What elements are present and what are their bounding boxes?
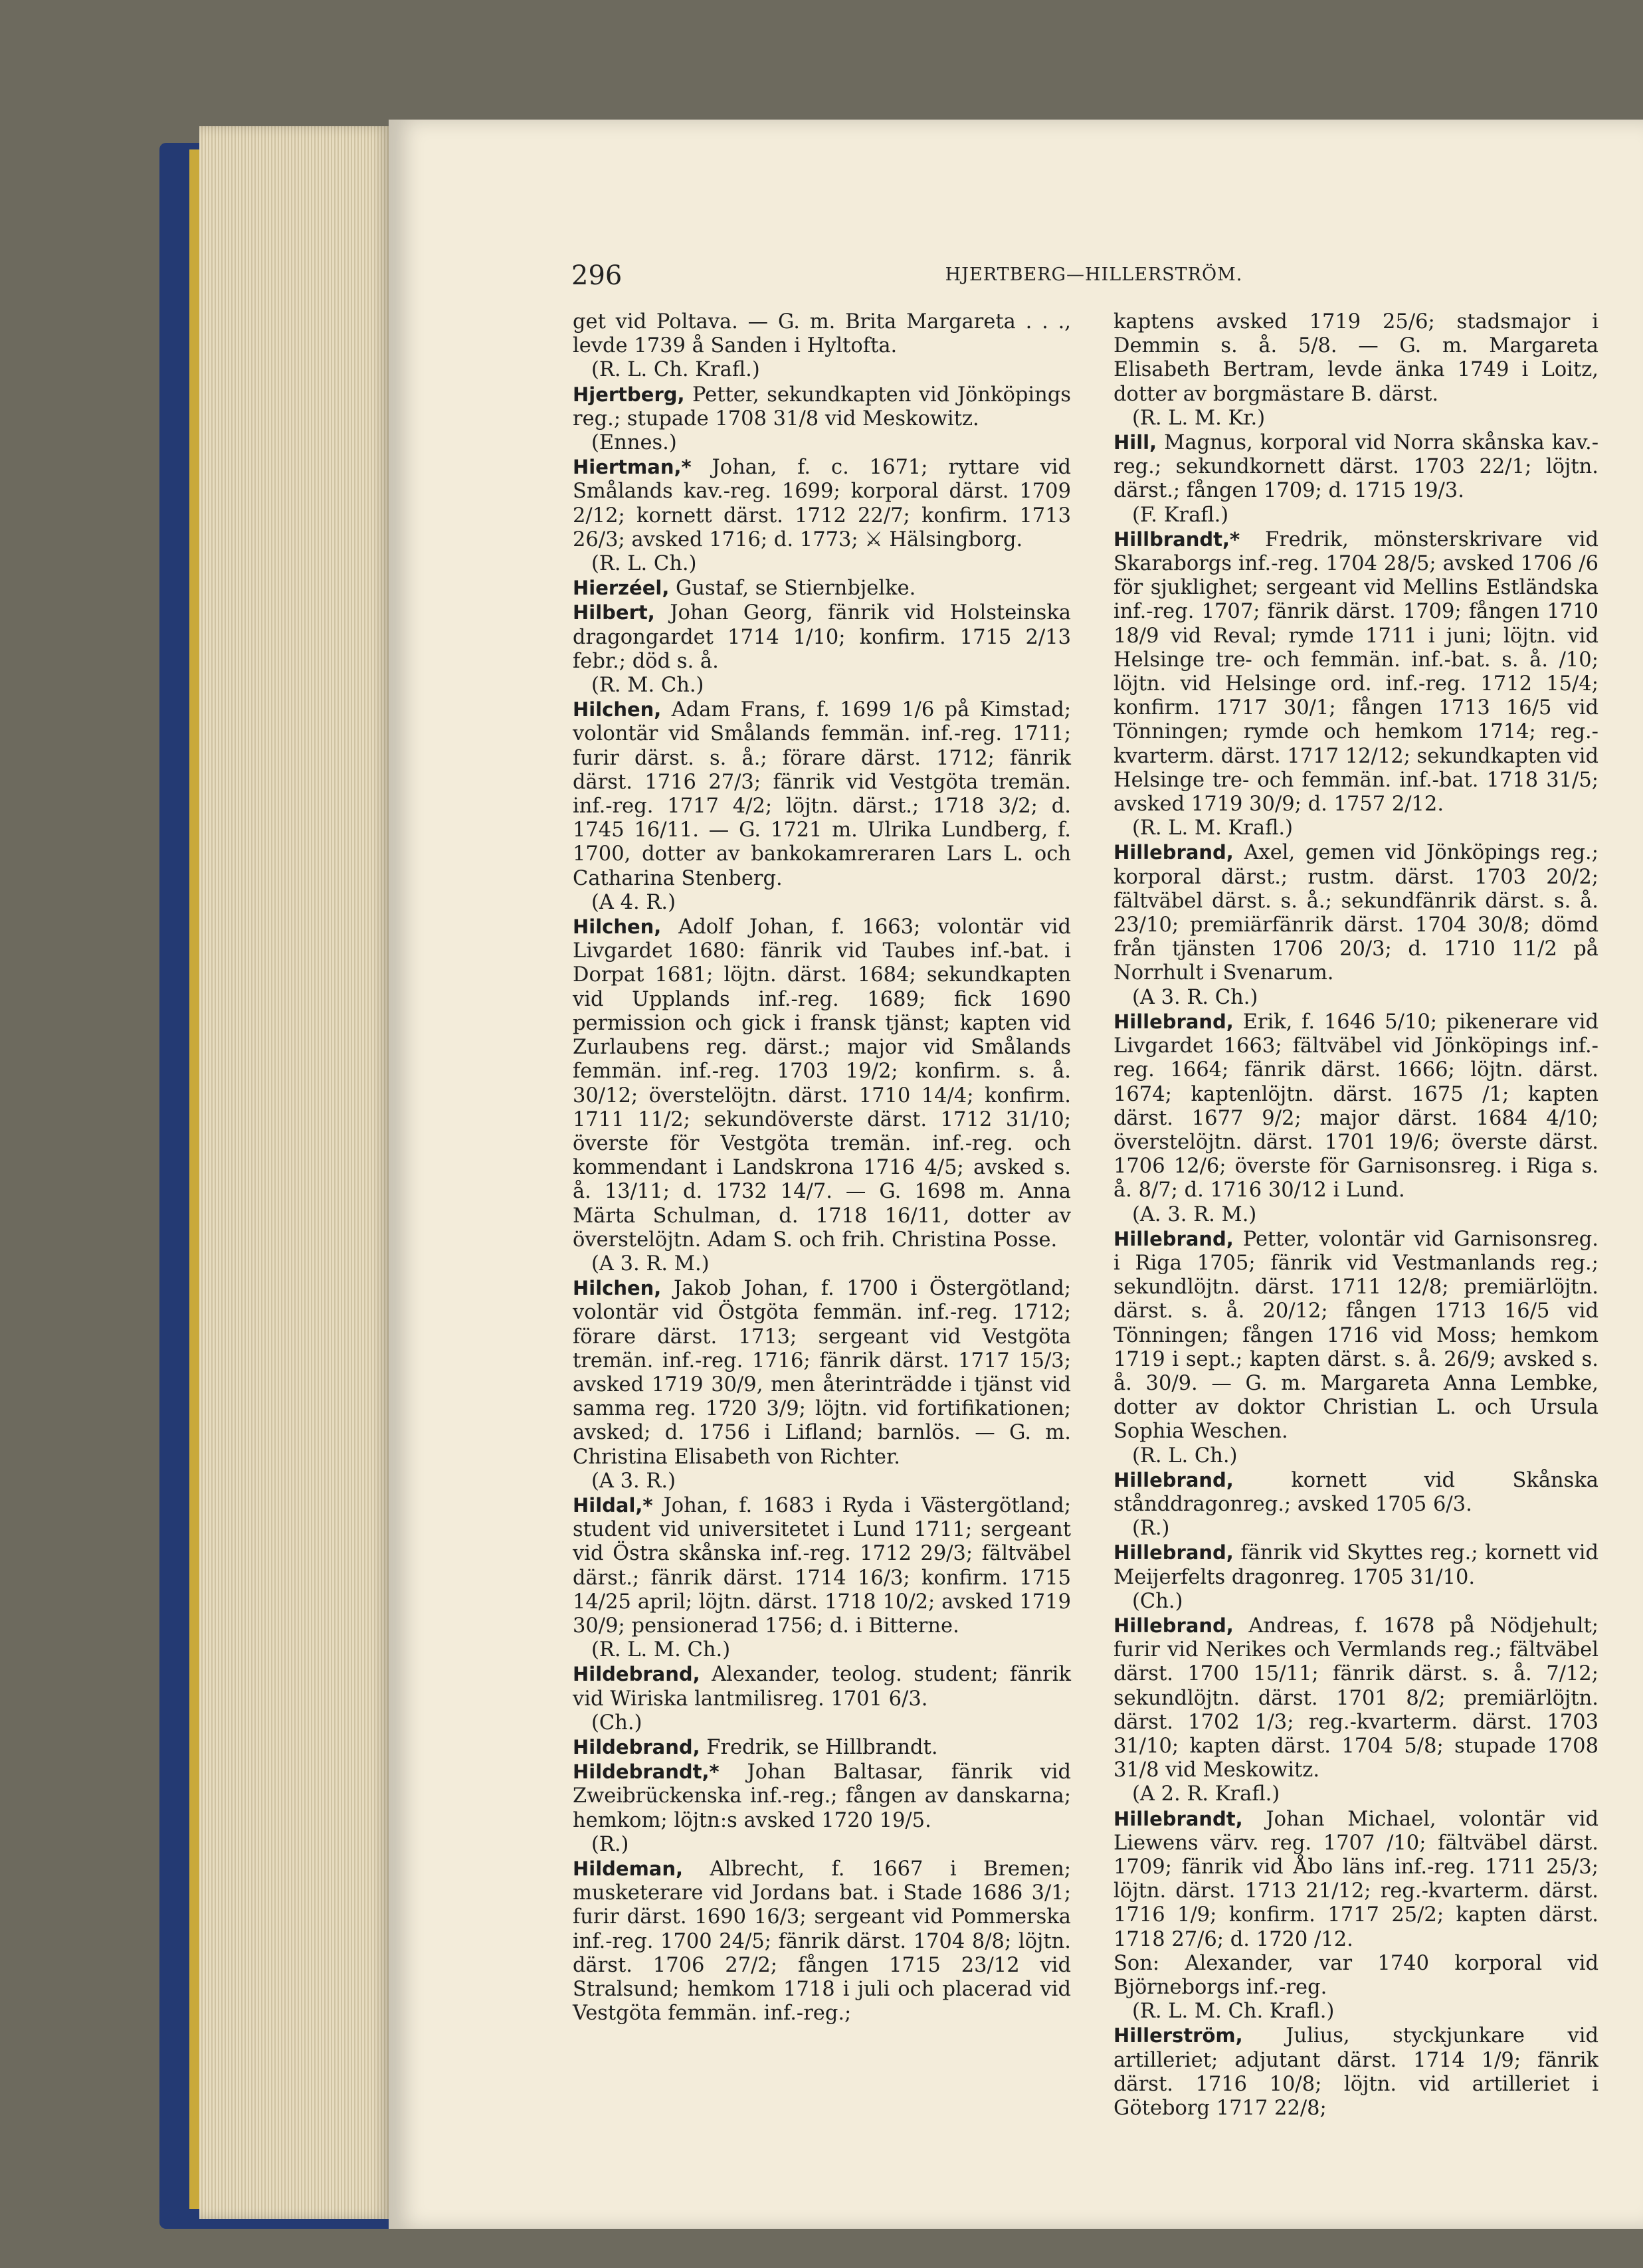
entry-text: fänrik vid Skyttes reg.; kornett vid Meijerfelts dragonreg. 1705 31/10. [1113,1541,1598,1589]
entry-text: Axel, gemen vid Jönköpings reg.; korporal därst.; rustm. därst. 1703 20/2; fältväbel därst. s. å.; sekundfänrik därst. s. å. 23/10; premiärfänrik därst. 1704 30/8; dömd från tjänsten 1706 20/3; d. 1710 11/2 på Norrhult i Svenarum. [1113,841,1598,985]
entry-name: Hilbert, [573,601,655,624]
entry-text: Magnus, korporal vid Norra skånska kav.-reg.; sekundkornett därst. 1703 22/1; löjtn. därst.; fången 1709; d. 1715 19/3. [1113,431,1598,503]
entry [573,698,1071,891]
entry-text: Petter, sekundkapten vid Jönköpings reg.; stupade 1708 31/8 vid Meskowitz. [573,383,1071,430]
entry [1113,1010,1598,1203]
entry [573,383,1071,431]
entry [573,915,1071,1252]
source-note: (Ch.) [1132,1589,1183,1613]
running-head-title: HJERTBERG—HILLERSTRÖM. [945,264,1243,285]
entry [1113,527,1598,816]
source-note: (Ch.) [591,1711,642,1735]
entry-continuation: kaptens avsked 1719 25/6; stadsmajor i Demmin s. å. 5/8. — G. m. Margareta Elisabeth Bertram, levde änka 1749 i Loitz, dotter av borgmästare B. därst. [1113,310,1598,406]
entry [573,1276,1071,1469]
entry-text: Julius, styckjunkare vid artilleriet; adjutant därst. 1714 1/9; fänrik därst. 1716 10/8; löjtn. vid artilleriet i Göteborg 1717 22/8; [1113,2024,1598,2121]
entry-name: Hiertman,* [573,456,692,479]
source-note: (A. 3. R. M.) [1132,1202,1257,1226]
right-column [1113,310,1598,2121]
entry-text: Alexander, teolog. student; fänrik vid Wiriska lantmilisreg. 1701 6/3. [573,1663,1071,1711]
source-note: (R. L. M. Ch. Krafl.) [1132,2000,1335,2024]
entry-name: Hillbrandt,* [1113,527,1240,551]
source-note: (R. L. M. Kr.) [1132,406,1266,430]
entry-name: Hillebrand, [1113,1614,1234,1637]
entry-name: Hierzéel, [573,577,670,600]
entry-name: Hillebrand, [1113,1010,1234,1033]
entry-continuation: Son: Alexander, var 1740 korporal vid Björneborgs inf.-reg. [1113,1951,1598,2000]
entry-name: Hjertberg, [573,383,685,406]
entry-name: Hildebrand, [573,1735,700,1758]
source-note: (A 3. R. Ch.) [1132,985,1258,1009]
entry [573,601,1071,674]
source-note: (R. L. Ch.) [591,552,697,576]
source-note: (R.) [591,1832,629,1856]
entry-name: Hilchen, [573,1277,662,1300]
entry [573,1662,1071,1711]
entry-text: Johan, f. c. 1671; ryttare vid Smålands kav.-reg. 1699; korporal därst. 1709 2/12; kornett därst. 1712 22/7; konfirm. 1713 26/3; avsked 1716; d. 1773; ⚔ Hälsingborg. [573,456,1071,551]
source-note: (R. L. M. Krafl.) [1132,816,1294,840]
source-note: (F. Krafl.) [1132,503,1229,527]
entry [1113,1807,1598,1952]
entry-name: Hillebrand, [1113,1541,1234,1564]
entry-text: Fredrik, se Hillbrandt. [700,1735,938,1759]
source-note: (R.) [1132,1517,1170,1541]
entry-text: Albrecht, f. 1667 i Bremen; musketerare vid Jordans bat. i Stade 1686 3/1; furir därst. 1690 16/3; sergeant vid Pommerska inf.-reg. 1700 24/5; fänrik därst. 1704 8/8; löjtn. därst. 1706 27/2; fången 1715 23/12 vid Stralsund; hemkom 1718 i juli och placerad vid Vestgöta femmän. inf.-reg.; [573,1857,1071,2026]
entry-name: Hillerström, [1113,2024,1243,2047]
source-note: (R. M. Ch.) [591,674,704,698]
entry-text: Adolf Johan, f. 1663; volontär vid Livgardet 1680: fänrik vid Taubes inf.-bat. i Dorpat 1681; löjtn. därst. 1684; sekundkapten vid Upplands inf.-reg. 1689; fick 1690 permission och gick i fransk tjänst; kapten vid Zurlaubens reg. därst.; major vid Smålands femmän. inf.-reg. 1703 19/2; konfirm. s. å. 30/12; överstelöjtn. därst. 1710 14/4; konfirm. 1711 11/2; sekundöverste därst. 1712 31/10; överste för Vestgöta tremän. inf.-reg. och kommendant i Landskrona 1716 4/5; avsked s. å. 13/11; d. 1732 14/7. — G. 1698 m. Anna Märta Schulman, d. 1718 16/11, dotter av överstelöjtn. Adam S. och frih. Christina Posse. [573,915,1071,1252]
entry [1113,840,1598,985]
entry-text: Erik, f. 1646 5/10; pikenerare vid Livgardet 1663; fältväbel vid Jönköpings inf.-reg. 1664; fänrik därst. 1666; löjtn. därst. 1674; kaptenlöjtn. därst. 1675 /1; kapten därst. 1677 9/2; major därst. 1684 4/10; överstelöjtn. därst. 1701 19/6; överste därst. 1706 12/6; överste för Garnisonsreg. i Riga s. å. 8/7; d. 1716 30/12 i Lund. [1113,1010,1598,1202]
entry-name: Hilchen, [573,698,662,721]
entry-name: Hildebrandt,* [573,1760,720,1784]
entry [1113,1468,1598,1517]
source-note: (R. L. Ch.) [1132,1444,1238,1467]
entry-name: Hildeman, [573,1857,684,1880]
left-column [573,310,1071,2026]
entry-text: Johan Michael, volontär vid Liewens värv. reg. 1707 /10; fältväbel därst. 1709; fänrik vid Åbo läns inf.-reg. 1711 25/3; löjtn. därst. 1713 21/12; reg.-kvarterm. därst. 1716 1/9; konfirm. 1717 25/2; kapten därst. 1718 27/6; d. 1720 /12. [1113,1807,1598,1951]
entry-text: Petter, volontär vid Garnisonsreg. i Riga 1705; fänrik vid Vestmanlands reg.; sekundlöjtn. därst. 1711 12/8; premiärlöjtn. därst. s. å. 20/12; fången 1713 16/5 vid Tönningen; fången 1716 vid Moss; hemkom 1719 i sept.; kapten därst. s. å. 26/9; avsked s. å. 30/9. — G. m. Margareta Anna Lembke, dotter av doktor Christian L. och Ursula Sophia Weschen. [1113,1227,1598,1444]
page-edges [199,126,392,2219]
entry [1113,1614,1598,1782]
entry [573,1857,1071,2026]
entry-text: kornett vid Skånska stånddragonreg.; avsked 1705 6/3. [1113,1468,1598,1516]
entry [1113,1541,1598,1589]
entry-name: Hildebrand, [573,1663,700,1686]
entry-name: Hillebrand, [1113,1468,1234,1491]
entry [573,455,1071,552]
source-note: (Ennes.) [591,431,677,455]
source-note: (A 3. R. M.) [591,1252,710,1276]
entry-text: Andreas, f. 1678 på Nödjehult; furir vid Nerikes och Vermlands reg.; fältväbel därst. 1700 15/11; fänrik därst. s. å. 7/12; sekundlöjtn. därst. 1701 8/2; premiärlöjtn. därst. 1702 1/3; reg.-kvarterm. därst. 1703 31/10; kapten därst. 1704 5/8; stupade 1708 31/8 vid Meskowitz. [1113,1614,1598,1782]
running-header [571,260,1616,291]
entry [573,1760,1071,1833]
entry-text: Fredrik, mönsterskrivare vid Skaraborgs inf.-reg. 1704 28/5; avsked 1706 /6 för sjuklighet; sergeant vid Mellins Estländska inf.-reg. 1707; fänrik därst. 1709; fången 1710 18/9 vid Reval; rymde 1711 i juni; löjtn. vid Helsinge tre- och femmän. inf.-bat. s. å. /10; löjtn. vid Helsinge ord. inf.-reg. 1712 15/4; konfirm. 1717 30/1; fången 1713 16/5 vid Tönningen; rymde och hemkom 1714; reg.-kvarterm. därst. 1717 12/12; sekundkapten vid Helsinge tre- och femmän. inf.-bat. 1718 31/5; avsked 1719 30/9; d. 1757 2/12. [1113,527,1598,816]
source-note: (A 3. R.) [591,1469,676,1493]
entry-text: Johan Georg, fänrik vid Holsteinska dragongardet 1714 1/10; konfirm. 1715 2/13 febr.; död s. å. [573,601,1071,673]
entry [1113,430,1598,504]
entry-text: Adam Frans, f. 1699 1/6 på Kimstad; volontär vid Smålands femmän. inf.-reg. 1711; furir därst. s. å.; förare därst. 1712; fänrik därst. 1716 27/3; fänrik vid Vestgöta tremän. inf.-reg. 1717 4/2; löjtn. därst.; 1718 3/2; d. 1745 16/11. — G. 1721 m. Ulrika Lundberg, f. 1700, dotter av bankokamreraren Lars L. och Catharina Stenberg. [573,698,1071,890]
entry-name: Hillebrandt, [1113,1807,1243,1830]
entry-continuation: get vid Poltava. — G. m. Brita Margareta . . ., levde 1739 å Sanden i Hyltofta. [573,310,1071,358]
source-note: (A 4. R.) [591,890,676,914]
entry [1113,1227,1598,1444]
entry [573,1493,1071,1638]
entry-name: Hill, [1113,431,1157,454]
entry [573,1735,1071,1760]
entry-text: Johan Baltasar, fänrik vid Zweibrückenska inf.-reg.; fången av danskarna; hemkom; löjtn:s avsked 1720 19/5. [573,1760,1071,1832]
source-note: (R. L. M. Ch.) [591,1638,731,1662]
entry-name: Hilchen, [573,915,662,939]
entry-name: Hillebrand, [1113,841,1234,864]
entry-text: Johan, f. 1683 i Ryda i Västergötland; student vid universitetet i Lund 1711; sergeant vid Östra skånska inf.-reg. 1712 29/3; fältväbel därst.; fänrik därst. 1714 16/3; konfirm. 1715 14/25 april; löjtn. därst. 1718 10/2; avsked 1719 30/9; pensionerad 1756; d. i Bitterne. [573,1493,1071,1638]
entry [573,576,1071,601]
entry-name: Hillebrand, [1113,1227,1234,1250]
source-note: (R. L. Ch. Krafl.) [591,358,760,382]
entry-name: Hildal,* [573,1493,653,1517]
entry-text: Gustaf, se Stiernbjelke. [669,577,916,601]
entry [1113,2024,1598,2121]
page-number: 296 [571,260,623,291]
entry-text: Jakob Johan, f. 1700 i Östergötland; volontär vid Östgöta femmän. inf.-reg. 1712; förare därst. 1713; sergeant vid Vestgöta tremän. inf.-reg. 1716; fänrik därst. 1717 15/3; avsked 1719 30/9, men återinträdde i tjänst vid samma reg. 1720 3/9; löjtn. vid fortifikationen; avsked; d. 1756 i Lifland; barnlös. — G. m. Christina Elisabeth von Richter. [573,1277,1071,1469]
source-note: (A 2. R. Krafl.) [1132,1782,1280,1806]
